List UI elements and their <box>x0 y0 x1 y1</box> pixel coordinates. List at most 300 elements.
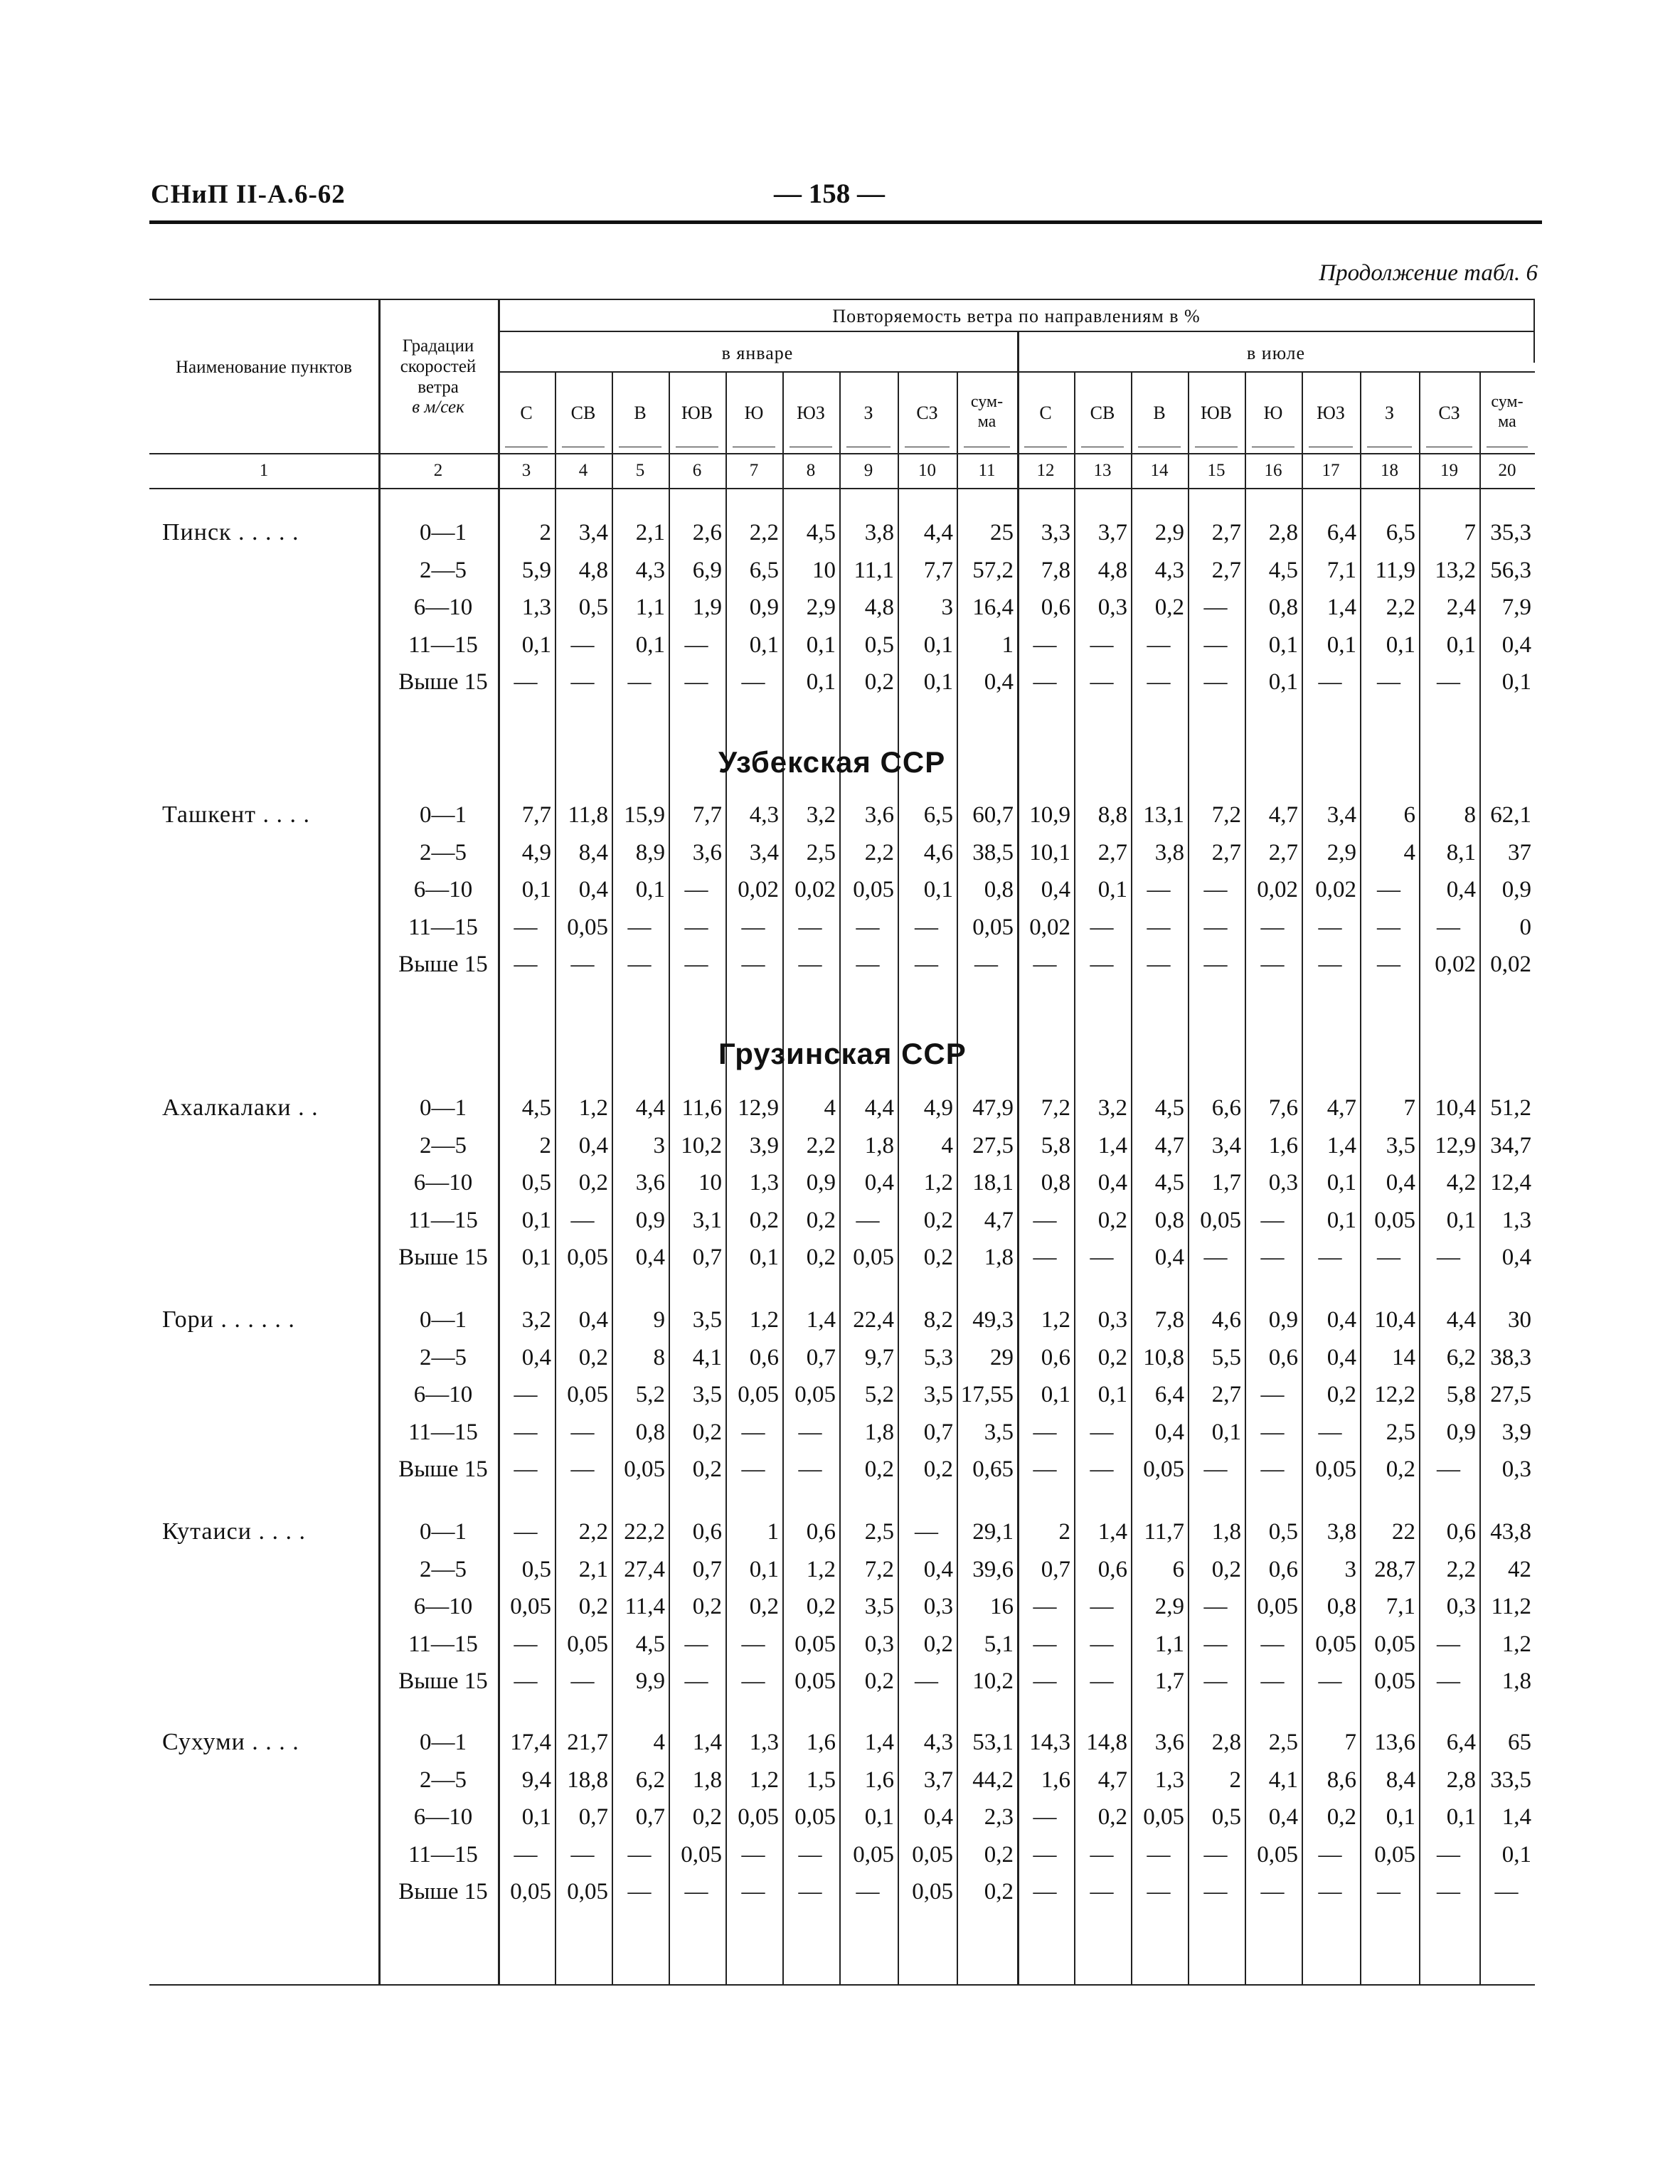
table-cell: 4,1 <box>1268 1767 1298 1793</box>
table-cell: 10 <box>698 1170 722 1195</box>
gradation-label: 2—5 <box>420 1344 467 1370</box>
table-cell: 1,2 <box>749 1767 779 1793</box>
table-cell: — <box>1147 952 1171 977</box>
table-cell: 2,5 <box>806 839 836 865</box>
table-cell: — <box>1377 1879 1400 1905</box>
gradation-label: 6—10 <box>413 877 473 902</box>
table-cell: — <box>1437 1841 1460 1868</box>
table-cell: 1 <box>767 1519 779 1545</box>
table-cell: 4,4 <box>923 520 953 545</box>
table-cell: 0,4 <box>984 669 1014 695</box>
column-line <box>1131 371 1132 1984</box>
table-cell: 3,8 <box>1327 1519 1356 1545</box>
table-cell: 6,4 <box>1154 1382 1184 1407</box>
table-cell: — <box>1260 1456 1285 1482</box>
table-cell: 0,8 <box>984 877 1014 902</box>
table-cell: 0,2 <box>578 1170 608 1195</box>
table-cell: — <box>915 914 938 940</box>
table-cell: 3,4 <box>1211 1132 1241 1158</box>
table-cell: 0,02 <box>738 877 779 902</box>
gradation-label: 11—15 <box>408 1419 478 1445</box>
direction-header: З <box>863 403 873 423</box>
table-cell: 2 <box>1058 1519 1070 1545</box>
table-cell: — <box>1203 632 1228 658</box>
table-cell: 0,2 <box>1154 595 1184 620</box>
gradation-label: 11—15 <box>408 632 478 658</box>
table-cell: 1,8 <box>864 1132 894 1158</box>
table-cell: 2,7 <box>1268 839 1298 865</box>
table-cell: — <box>1147 632 1171 658</box>
gradation-label: 2—5 <box>420 1556 467 1582</box>
table-cell: 3,5 <box>923 1382 953 1407</box>
table-cell: 7,6 <box>1268 1095 1298 1121</box>
table-cell: 2,1 <box>635 520 665 545</box>
table-cell: 0,6 <box>1041 1344 1070 1370</box>
table-cell: 4,2 <box>1446 1170 1476 1195</box>
table-cell: 62,1 <box>1490 802 1531 828</box>
direction-header: СЗ <box>1438 403 1460 423</box>
table-cell: — <box>1203 1594 1228 1619</box>
table-cell: 0,2 <box>864 669 894 695</box>
table-cell: 11,4 <box>624 1594 665 1619</box>
table-cell: 0,1 <box>1327 632 1356 658</box>
table-cell: 4,1 <box>692 1344 722 1370</box>
gradation-label: 6—10 <box>413 1804 473 1830</box>
table-cell: 3 <box>941 595 953 620</box>
table-cell: — <box>1033 1631 1057 1657</box>
direction-header: Ю <box>744 403 764 423</box>
table-cell: — <box>1147 914 1171 940</box>
table-cell: 2,1 <box>578 1556 608 1582</box>
table-cell: 38,3 <box>1490 1344 1531 1370</box>
column-line <box>378 299 381 1984</box>
table-cell: — <box>1203 1631 1228 1657</box>
table-cell: — <box>1318 914 1342 940</box>
table-cell: — <box>1437 914 1460 940</box>
gradation-label: 0—1 <box>420 520 467 545</box>
table-cell: — <box>514 1519 538 1545</box>
column-number: 14 <box>1150 461 1169 480</box>
table-cell: 21,7 <box>567 1730 608 1755</box>
table-cell: 0,5 <box>864 632 894 658</box>
table-cell: 0,1 <box>923 669 953 695</box>
table-cell: — <box>1437 1668 1460 1694</box>
table-cell: 3,9 <box>749 1132 779 1158</box>
month-rule <box>498 371 1535 373</box>
table-cell: 22,4 <box>853 1307 894 1333</box>
table-cell: 6,9 <box>692 557 722 583</box>
table-cell: 4,3 <box>923 1730 953 1755</box>
table-cell: 0,05 <box>912 1841 953 1868</box>
table-cell: 4,3 <box>749 802 779 828</box>
table-cell: 0,05 <box>794 1382 836 1407</box>
table-cell: 1,2 <box>1501 1631 1531 1657</box>
table-cell: 0,05 <box>912 1879 953 1905</box>
table-cell: 0,6 <box>1446 1519 1476 1545</box>
table-cell: 0,7 <box>923 1419 953 1445</box>
table-cell: — <box>1260 1879 1285 1905</box>
table-cell: 8,9 <box>635 839 665 865</box>
table-cell: — <box>1260 1419 1285 1445</box>
table-cell: — <box>1437 1456 1460 1482</box>
table-cell: 2,9 <box>1154 1594 1184 1619</box>
table-cell: — <box>1377 877 1400 902</box>
table-cell: — <box>1318 952 1342 977</box>
table-cell: — <box>1033 669 1057 695</box>
table-cell: 0,1 <box>806 632 836 658</box>
table-cell: — <box>1203 952 1228 977</box>
table-cell: 0,4 <box>923 1556 953 1582</box>
table-cell: 0,6 <box>1041 595 1070 620</box>
table-cell: 4 <box>1403 839 1415 865</box>
table-cell: 11,7 <box>1144 1519 1184 1545</box>
table-cell: — <box>1090 1456 1114 1482</box>
table-cell: 1,4 <box>1501 1804 1531 1830</box>
table-cell: 0,05 <box>567 1879 608 1905</box>
table-cell: 0,1 <box>1446 1207 1476 1233</box>
table-cell: 4,9 <box>923 1095 953 1121</box>
table-cell: 3,5 <box>692 1307 722 1333</box>
table-cell: — <box>1090 952 1114 977</box>
table-cell: 12,9 <box>1435 1132 1476 1158</box>
table-cell: 0,4 <box>1041 877 1070 902</box>
gradation-label: 6—10 <box>413 1170 473 1195</box>
table-cell: 13,6 <box>1374 1730 1415 1755</box>
table-cell: 3,4 <box>749 839 779 865</box>
table-cell: — <box>1377 914 1400 940</box>
table-cell: 3,2 <box>806 802 836 828</box>
table-cell: — <box>1494 1879 1519 1905</box>
table-cell: 2,7 <box>1211 520 1241 545</box>
table-cell: 1,2 <box>749 1307 779 1333</box>
column-line <box>1302 371 1303 1984</box>
table-cell: — <box>627 669 652 695</box>
table-cell: — <box>514 1382 538 1407</box>
table-cell: 0,05 <box>853 1245 894 1270</box>
table-cell: — <box>570 952 595 977</box>
table-cell: 0,1 <box>521 877 551 902</box>
table-cell: 37 <box>1508 839 1531 865</box>
table-cell: — <box>1203 1668 1228 1694</box>
table-cell: — <box>1260 1631 1285 1657</box>
table-cell: 5,3 <box>923 1344 953 1370</box>
table-cell: — <box>1090 1841 1114 1868</box>
gradation-label: 11—15 <box>408 914 478 940</box>
table-cell: — <box>1260 1207 1285 1233</box>
table-cell: 0,4 <box>578 877 608 902</box>
table-cell: 0,4 <box>923 1804 953 1830</box>
table-cell: 0,1 <box>1041 1382 1070 1407</box>
table-cell: 10,2 <box>681 1132 722 1158</box>
table-cell: 28,7 <box>1374 1556 1415 1582</box>
table-cell: 0,1 <box>749 1556 779 1582</box>
table-cell: 0,3 <box>864 1631 894 1657</box>
table-bottom-rule <box>149 1984 1535 1986</box>
table-cell: 0,2 <box>1097 1207 1127 1233</box>
table-cell: 0,8 <box>1041 1170 1070 1195</box>
table-cell: 0,1 <box>1501 1841 1531 1868</box>
table-cell: 9,4 <box>521 1767 551 1793</box>
column-number: 18 <box>1381 461 1398 480</box>
table-cell: 16,4 <box>972 595 1014 620</box>
table-cell: 7,8 <box>1154 1307 1184 1333</box>
table-cell: 8,4 <box>578 839 608 865</box>
table-cell: 51,2 <box>1490 1095 1531 1121</box>
gradation-label: 11—15 <box>408 1631 478 1657</box>
table-cell: 0,2 <box>692 1419 722 1445</box>
column-number: 13 <box>1093 461 1112 480</box>
column-number: 19 <box>1440 461 1458 480</box>
table-cell: 7,7 <box>692 802 722 828</box>
table-cell: — <box>915 1668 938 1694</box>
table-cell: 0,4 <box>578 1307 608 1333</box>
table-cell: 0,05 <box>1143 1804 1184 1830</box>
table-cell: 1,3 <box>1501 1207 1531 1233</box>
gradation-label: 11—15 <box>408 1207 478 1233</box>
gradation-label: Выше 15 <box>398 669 488 695</box>
table-cell: — <box>514 1419 538 1445</box>
column-line <box>725 371 727 1984</box>
table-cell: — <box>570 669 595 695</box>
column-number: 11 <box>978 461 996 480</box>
table-cell: 44,2 <box>972 1767 1014 1793</box>
gradation-header-line: ветра <box>418 377 459 397</box>
table-cell: 2,7 <box>1211 1382 1241 1407</box>
direction-header: ЮЗ <box>797 403 825 423</box>
table-cell: 0,7 <box>635 1804 665 1830</box>
table-cell: 49,3 <box>972 1307 1014 1333</box>
table-cell: 7,8 <box>1041 557 1070 583</box>
column-line <box>1419 371 1420 1984</box>
table-cell: 4,5 <box>1154 1170 1184 1195</box>
table-cell: 10,4 <box>1374 1307 1415 1333</box>
table-cell: — <box>741 914 765 940</box>
table-cell: 1,4 <box>1097 1519 1127 1545</box>
table-cell: — <box>514 1631 538 1657</box>
table-cell: 0,05 <box>853 1841 894 1868</box>
table-cell: 0,9 <box>1501 877 1531 902</box>
table-cell: — <box>684 1668 708 1694</box>
table-cell: 0,4 <box>1154 1419 1184 1445</box>
table-cell: 1,7 <box>1211 1170 1241 1195</box>
table-cell: 4,4 <box>864 1095 894 1121</box>
table-cell: 1,7 <box>1154 1668 1184 1694</box>
table-cell: 10,9 <box>1029 802 1070 828</box>
table-cell: 7,2 <box>864 1556 894 1582</box>
direction-header: сум-ма <box>970 393 1004 431</box>
table-cell: — <box>1090 914 1114 940</box>
table-cell: — <box>1260 1382 1285 1407</box>
table-cell: 1,2 <box>923 1170 953 1195</box>
table-cell: 0,7 <box>692 1245 722 1270</box>
column-line <box>612 371 613 1984</box>
table-cell: 0,3 <box>1268 1170 1298 1195</box>
gradation-header-line: скоростей <box>400 356 477 376</box>
table-cell: — <box>1377 669 1400 695</box>
table-cell: 1,4 <box>806 1307 836 1333</box>
table-cell: 6,2 <box>1446 1344 1476 1370</box>
table-cell: 14,8 <box>1086 1730 1127 1755</box>
table-cell: 2,9 <box>1327 839 1356 865</box>
table-cell: 0,05 <box>853 877 894 902</box>
table-cell: 0,05 <box>567 1631 608 1657</box>
table-cell: 11,2 <box>1491 1594 1531 1619</box>
table-cell: 53,1 <box>972 1730 1014 1755</box>
document-code: СНиП II-А.6-62 <box>151 180 346 209</box>
table-cell: 2,7 <box>1211 839 1241 865</box>
group-title: Повторяемость ветра по направлениям в % <box>832 306 1201 326</box>
table-cell: — <box>1147 1879 1171 1905</box>
table-cell: 1,4 <box>1327 595 1356 620</box>
table-cell: 4 <box>653 1730 665 1755</box>
table-cell: — <box>1033 1804 1057 1830</box>
table-cell: 10,8 <box>1143 1344 1184 1370</box>
table-cell: 0,3 <box>1501 1456 1531 1482</box>
table-cell: 0,2 <box>692 1456 722 1482</box>
table-cell: — <box>1203 1879 1228 1905</box>
table-cell: 10,4 <box>1435 1095 1476 1121</box>
table-cell: — <box>1033 1841 1057 1868</box>
table-cell: — <box>741 1456 765 1482</box>
table-cell: 5,8 <box>1041 1132 1070 1158</box>
table-cell: 0,05 <box>567 914 608 940</box>
column-number: 16 <box>1264 461 1282 480</box>
table-cell: 0,2 <box>1097 1804 1127 1830</box>
table-cell: — <box>1318 669 1342 695</box>
column-number: 1 <box>259 461 269 480</box>
table-cell: 8,1 <box>1446 839 1476 865</box>
gradation-label: Выше 15 <box>398 1456 488 1482</box>
table-cell: — <box>514 669 538 695</box>
table-cell: 0,05 <box>1200 1207 1241 1233</box>
column-line <box>898 371 899 1984</box>
table-cell: 0,4 <box>864 1170 894 1195</box>
table-cell: 0,2 <box>1327 1804 1356 1830</box>
column-number: 15 <box>1207 461 1226 480</box>
table-cell: 1,3 <box>521 595 551 620</box>
table-cell: 7,1 <box>1386 1594 1415 1619</box>
table-cell: 27,5 <box>1490 1382 1531 1407</box>
table-cell: 0,6 <box>749 1344 779 1370</box>
table-cell: 4,4 <box>1446 1307 1476 1333</box>
table-cell: 0,5 <box>1268 1519 1298 1545</box>
table-cell: 0,2 <box>806 1245 836 1270</box>
table-cell: 10,1 <box>1029 839 1070 865</box>
table-cell: 3,6 <box>635 1170 665 1195</box>
table-cell: 0,1 <box>923 877 953 902</box>
table-cell: 0,05 <box>567 1245 608 1270</box>
table-cell: 2,7 <box>1211 557 1241 583</box>
table-cell: 3 <box>1344 1556 1356 1582</box>
column-line <box>1360 371 1361 1984</box>
table-cell: — <box>570 1668 595 1694</box>
table-cell: — <box>1147 877 1171 902</box>
table-cell: — <box>570 1456 595 1482</box>
table-cell: — <box>1033 1668 1057 1694</box>
table-cell: 1,4 <box>1327 1132 1356 1158</box>
table-cell: 2,9 <box>1154 520 1184 545</box>
table-cell: 0,9 <box>1446 1419 1476 1445</box>
table-cell: 1,6 <box>1041 1767 1070 1793</box>
table-cell: 0,05 <box>567 1382 608 1407</box>
table-cell: 0,05 <box>1315 1456 1356 1482</box>
table-cell: 0,05 <box>738 1804 779 1830</box>
table-cell: 2 <box>1229 1767 1241 1793</box>
table-cell: 4,8 <box>1097 557 1127 583</box>
table-cell: — <box>1260 1668 1285 1694</box>
table-cell: 0,05 <box>1143 1456 1184 1482</box>
table-cell: — <box>514 914 538 940</box>
table-cell: 0,1 <box>1097 1382 1127 1407</box>
table-cell: 0,1 <box>635 877 665 902</box>
table-cell: 4,5 <box>806 520 836 545</box>
table-cell: — <box>1090 669 1114 695</box>
table-cell: — <box>627 1841 652 1868</box>
table-cell: — <box>570 1841 595 1868</box>
table-cell: 0,02 <box>794 877 836 902</box>
station-name: Кутаиси . . . . <box>162 1518 306 1545</box>
table-cell: — <box>798 1456 822 1482</box>
table-cell: 0,05 <box>1257 1841 1298 1868</box>
table-cell: 0,02 <box>1315 877 1356 902</box>
gradation-label: 0—1 <box>420 1095 467 1121</box>
page-number: — 158 — <box>774 179 885 209</box>
table-cell: 0,8 <box>1327 1594 1356 1619</box>
table-cell: 0,2 <box>1097 1344 1127 1370</box>
table-cell: 0,05 <box>738 1382 779 1407</box>
table-cell: 0,05 <box>510 1594 551 1619</box>
table-cell: — <box>856 952 880 977</box>
table-cell: 7,2 <box>1041 1095 1070 1121</box>
table-cell: 4 <box>941 1132 953 1158</box>
table-cell: — <box>1090 1668 1114 1694</box>
table-cell: 7,2 <box>1211 802 1241 828</box>
table-cell: 0,4 <box>635 1245 665 1270</box>
table-cell: 3 <box>653 1132 665 1158</box>
table-cell: 11,8 <box>568 802 608 828</box>
table-cell: 0,1 <box>806 669 836 695</box>
table-cell: — <box>570 1419 595 1445</box>
table-cell: 2,7 <box>1097 839 1127 865</box>
table-cell: 2,2 <box>1446 1556 1476 1582</box>
table-cell: — <box>974 952 998 977</box>
table-cell: 0,7 <box>1041 1556 1070 1582</box>
direction-header: сум-ма <box>1491 393 1524 431</box>
table-cell: 7 <box>1403 1095 1415 1121</box>
gradation-label: 2—5 <box>420 557 467 583</box>
table-cell: 0,2 <box>1211 1556 1241 1582</box>
column-line <box>782 371 784 1984</box>
table-cell: 0,2 <box>749 1207 779 1233</box>
table-cell: 9,9 <box>635 1668 665 1694</box>
table-cell: 5,5 <box>1211 1344 1241 1370</box>
table-cell: 6,4 <box>1446 1730 1476 1755</box>
table-cell: — <box>514 952 538 977</box>
table-cell: 3,5 <box>984 1419 1014 1445</box>
table-cell: 11,6 <box>681 1095 722 1121</box>
table-top-rule <box>149 299 1535 300</box>
table-cell: 1,3 <box>749 1170 779 1195</box>
station-name: Сухуми . . . . <box>162 1729 299 1755</box>
table-cell: — <box>741 1631 765 1657</box>
table-cell: — <box>741 952 765 977</box>
table-cell: — <box>1090 1419 1114 1445</box>
table-cell: 0,65 <box>972 1456 1014 1482</box>
table-cell: 0,05 <box>624 1456 665 1482</box>
region-heading: Узбекская ССР <box>718 745 946 779</box>
table-cell: 7,7 <box>923 557 953 583</box>
table-cell: 0,05 <box>794 1668 836 1694</box>
